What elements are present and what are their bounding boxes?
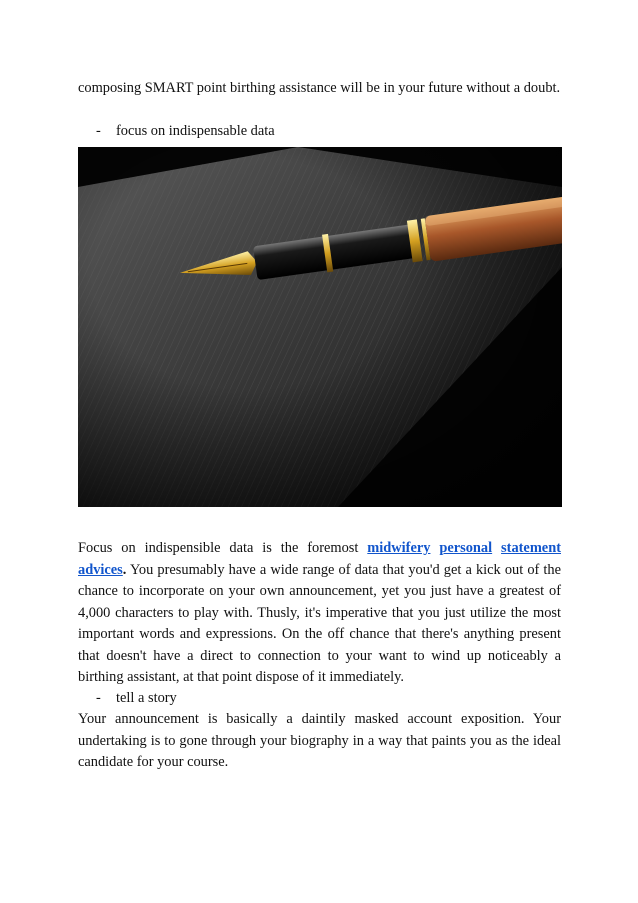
- link-midwifery[interactable]: midwifery: [367, 540, 431, 556]
- indispensable-data-paragraph: [78, 538, 561, 689]
- para-body-text: You presumably have a wide range of data that you'd get a kick out of the chance to incorporate on your own announcement, yet you just have a greatest of 4,000 characters to play with. Thusly, it's imperative that you just utilize the most important words and expressions. On the off chance that there's anything present that doesn't have a direct to connection to your want to wind up noticeably a birthing assistant, at that point dispose of it immediately.: [78, 561, 561, 685]
- bullet-item-story: [96, 688, 177, 710]
- intro-paragraph: composing SMART point birthing assistance will be in your future without a doubt.: [78, 80, 561, 96]
- bullet-item-focus: [96, 121, 275, 143]
- bullet-dash: -: [96, 123, 101, 139]
- bullet-text: tell a story: [116, 690, 177, 706]
- link-statement-advices[interactable]: statement advices: [78, 540, 561, 578]
- story-paragraph: Your announcement is basically a daintily masked account exposition. Your undertaking is to gone through your biography in a way that paints you as the ideal candidate for your course.: [78, 711, 561, 770]
- link-personal[interactable]: personal: [439, 540, 493, 556]
- para-lead-text: Focus on indispensible data is the foremost: [78, 540, 368, 556]
- para-period: .: [122, 561, 127, 578]
- bullet-dash: -: [96, 690, 101, 706]
- bullet-text: focus on indispensable data: [116, 123, 275, 139]
- fountain-pen-image: [78, 147, 562, 507]
- fountain-pen-photo: [78, 147, 562, 507]
